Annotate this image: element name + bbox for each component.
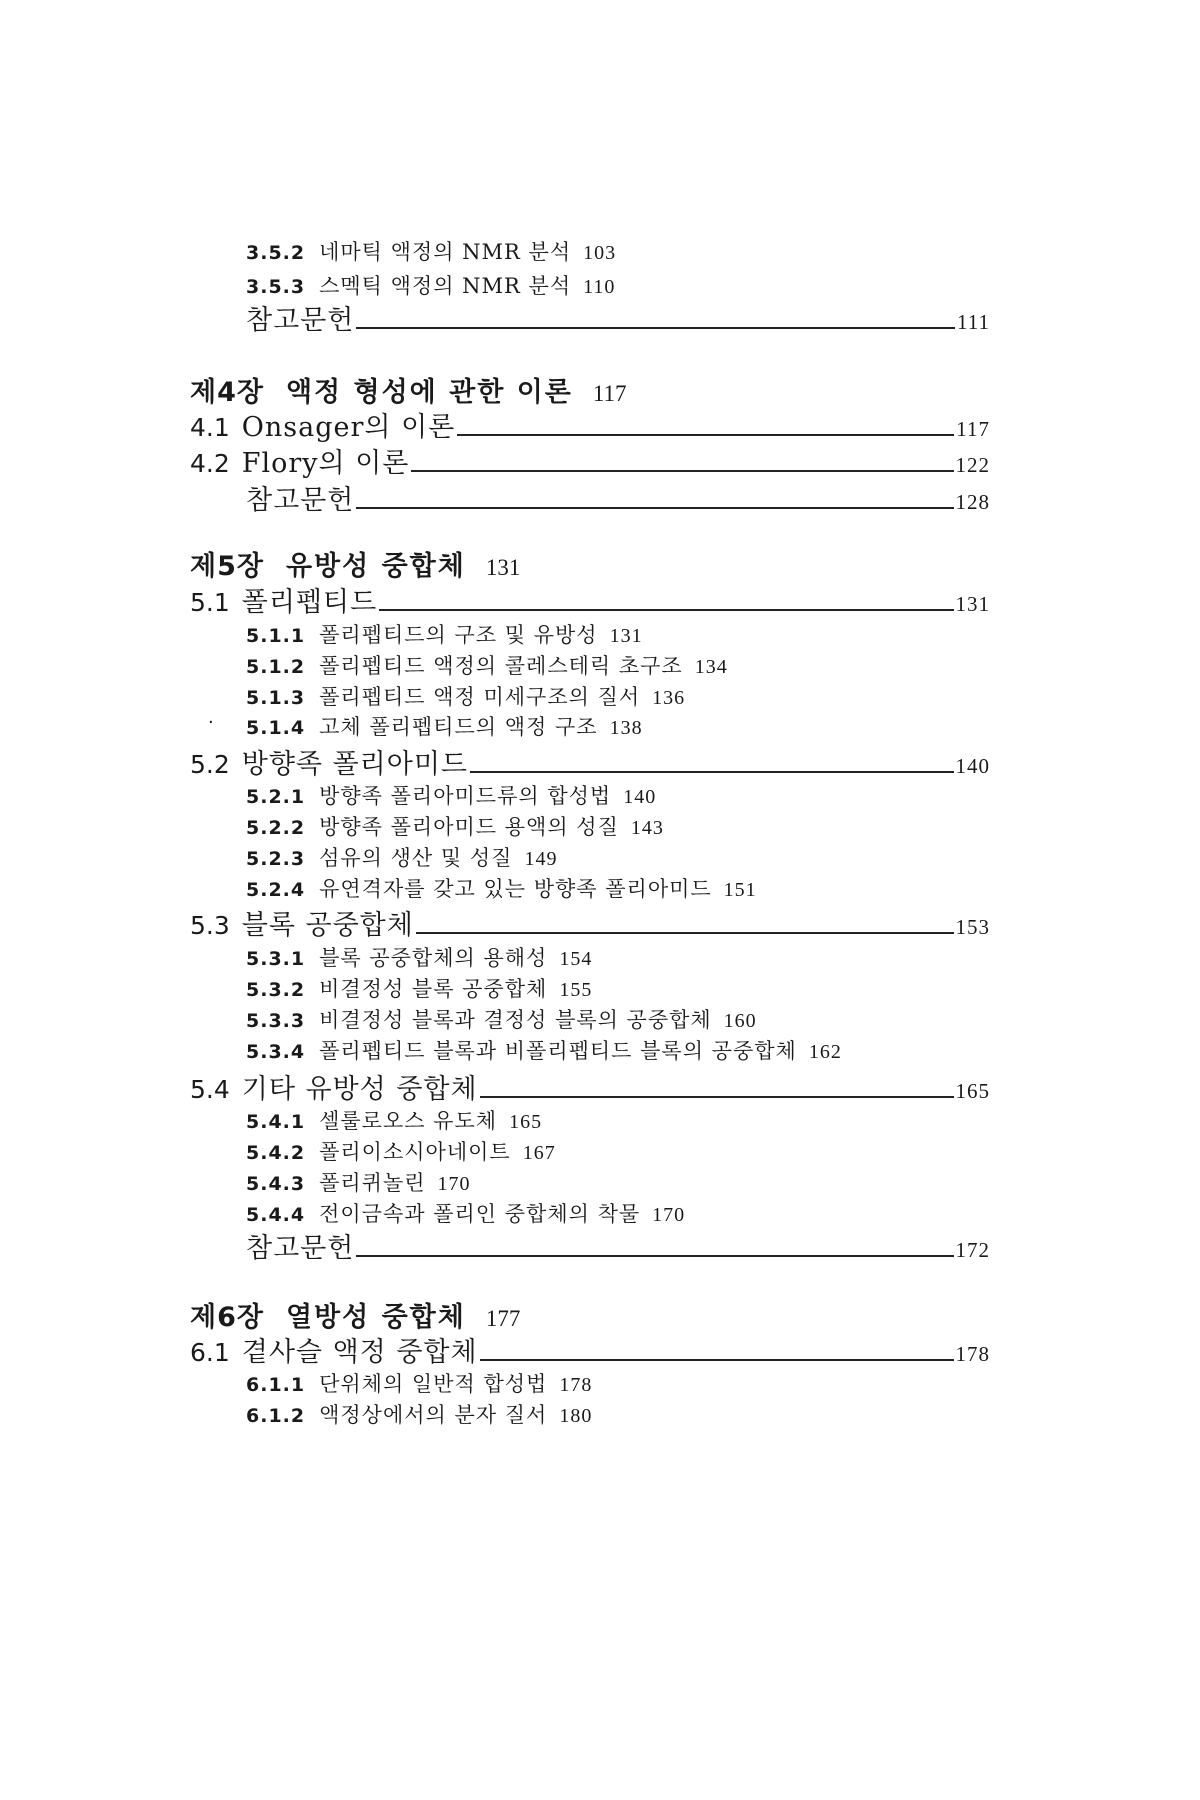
entry-number: 5.2.2	[246, 817, 306, 839]
entry-title: 비결정성 블록 공중합체	[319, 977, 548, 1001]
chapter-title: 열방성 중합체	[285, 1302, 466, 1333]
toc-entry-5-1-2	[246, 650, 728, 680]
entry-number: 5.4.4	[246, 1204, 306, 1226]
entry-title: 방향족 폴리아미드	[241, 749, 469, 780]
entry-page: 155	[559, 979, 593, 1001]
toc-entry-references-ch3	[246, 298, 990, 337]
entry-page: 103	[583, 242, 617, 264]
toc-entry-5-3-3	[246, 1004, 757, 1034]
chapter-label: 제4장	[190, 377, 264, 408]
entry-title: 유연격자를 갖고 있는 방향족 폴리아미드	[319, 877, 712, 901]
entry-page: 162	[808, 1041, 842, 1063]
leader-line	[356, 506, 953, 509]
entry-page: 151	[723, 879, 757, 901]
entry-title: 참고문헌	[246, 485, 355, 516]
entry-page: 149	[524, 848, 558, 870]
entry-number: 5.2.3	[246, 848, 306, 870]
entry-number: 5.4	[190, 1075, 230, 1104]
entry-number: 5.1.4	[246, 717, 306, 739]
chapter-page: 177	[485, 1306, 521, 1331]
entry-title: 폴리펩티드 액정 미세구조의 질서	[319, 685, 641, 709]
entry-title: 참고문헌	[246, 1233, 355, 1264]
stray-dot-mark: ·	[208, 712, 214, 733]
entry-title: 방향족 폴리아미드 용액의 성질	[319, 815, 619, 839]
entry-page: 110	[583, 276, 616, 298]
leader-line	[480, 1358, 954, 1361]
entry-page: 131	[955, 592, 990, 616]
entry-page: 170	[652, 1204, 686, 1226]
entry-title: 곁사슬 액정 중합체	[241, 1337, 478, 1368]
entry-page: 131	[609, 625, 643, 647]
entry-title: 네마틱 액정의 NMR 분석	[319, 240, 572, 264]
entry-number: 5.2	[190, 750, 230, 779]
entry-page: 117	[956, 417, 990, 441]
entry-title: 참고문헌	[246, 305, 355, 336]
entry-page: 140	[623, 786, 657, 808]
toc-entry-5-3-4	[246, 1035, 842, 1065]
entry-number: 5.4.1	[246, 1111, 306, 1133]
toc-entry-5-4	[190, 1067, 990, 1106]
entry-title: 폴리퀴놀린	[319, 1171, 426, 1195]
entry-page: 165	[955, 1079, 990, 1103]
entry-number: 5.3.4	[246, 1041, 306, 1063]
entry-page: 111	[957, 310, 990, 334]
leader-line	[356, 326, 955, 329]
entry-number: 4.1	[190, 413, 230, 442]
entry-page: 172	[955, 1238, 990, 1262]
leader-line	[379, 608, 953, 611]
entry-title: 폴리펩티드 블록과 비폴리펩티드 블록의 공중합체	[319, 1039, 797, 1063]
toc-entry-5-1-3	[246, 681, 685, 711]
toc-entry-references-ch5	[246, 1226, 990, 1265]
entry-title: 섬유의 생산 및 성질	[319, 846, 513, 870]
entry-title: 폴리펩티드	[241, 587, 378, 618]
entry-number: 5.2.1	[246, 786, 306, 808]
chapter-label: 제5장	[190, 551, 264, 582]
leader-line	[470, 770, 953, 773]
entry-number: 5.4.3	[246, 1173, 306, 1195]
entry-number: 6.1.1	[246, 1374, 306, 1396]
entry-number: 4.2	[190, 449, 230, 478]
entry-number: 5.3.2	[246, 979, 306, 1001]
entry-title: 폴리펩티드의 구조 및 유방성	[319, 623, 598, 647]
entry-title: 전이금속과 폴리인 중합체의 착물	[319, 1202, 641, 1226]
entry-page: 122	[955, 453, 990, 477]
entry-title: 폴리펩티드 액정의 콜레스테릭 초구조	[319, 654, 683, 678]
entry-page: 178	[955, 1342, 990, 1366]
entry-title: 셀룰로오스 유도체	[319, 1109, 498, 1133]
leader-line	[356, 1254, 953, 1257]
entry-page: 165	[509, 1111, 543, 1133]
entry-number: 5.3.3	[246, 1010, 306, 1032]
entry-number: 5.3.1	[246, 948, 306, 970]
chapter-6-heading	[190, 1295, 520, 1334]
leader-line	[416, 931, 954, 934]
entry-page: 170	[437, 1173, 471, 1195]
entry-title: 블록 공중합체	[241, 910, 414, 941]
toc-entry-5-4-3	[246, 1167, 471, 1197]
toc-entry-4-1	[190, 405, 990, 444]
entry-page: 180	[559, 1405, 593, 1427]
toc-entry-5-2-2	[246, 811, 664, 841]
entry-number: 5.1	[190, 588, 230, 617]
toc-entry-5-2	[190, 742, 990, 781]
chapter-label: 제6장	[190, 1302, 264, 1333]
toc-entry-5-1-4	[246, 711, 643, 741]
entry-title: Onsager의 이론	[241, 412, 456, 443]
chapter-title: 액정 형성에 관한 이론	[285, 377, 573, 408]
toc-entry-references-ch4	[246, 478, 990, 517]
entry-page: 138	[609, 717, 643, 739]
toc-entry-5-2-3	[246, 842, 557, 872]
entry-number: 5.1.1	[246, 625, 306, 647]
entry-number: 3.5.2	[246, 242, 306, 264]
entry-number: 5.3	[190, 911, 230, 940]
toc-entry-5-2-4	[246, 873, 757, 903]
entry-title: 고체 폴리펩티드의 액정 구조	[319, 715, 598, 739]
entry-page: 154	[559, 948, 593, 970]
entry-title: 액정상에서의 분자 질서	[319, 1403, 548, 1427]
entry-page: 153	[955, 915, 990, 939]
leader-line	[480, 1095, 954, 1098]
chapter-page: 131	[485, 555, 521, 580]
toc-entry-6-1-1	[246, 1368, 592, 1398]
toc-entry-5-3-1	[246, 942, 592, 972]
chapter-title: 유방성 중합체	[285, 551, 466, 582]
entry-number: 5.4.2	[246, 1142, 306, 1164]
leader-line	[411, 469, 953, 472]
entry-title: 기타 유방성 중합체	[241, 1074, 478, 1105]
entry-number: 6.1.2	[246, 1405, 306, 1427]
toc-entry-5-1	[190, 580, 990, 619]
chapter-page: 117	[592, 381, 627, 406]
toc-entry-5-4-4	[246, 1198, 685, 1228]
toc-entry-5-3-2	[246, 973, 592, 1003]
toc-entry-5-2-1	[246, 780, 656, 810]
entry-number: 6.1	[190, 1338, 230, 1367]
entry-number: 5.1.3	[246, 687, 306, 709]
leader-line	[457, 433, 954, 436]
toc-entry-6-1	[190, 1330, 990, 1369]
toc-entry-6-1-2	[246, 1399, 592, 1429]
toc-entry-4-2	[190, 441, 990, 480]
entry-page: 178	[559, 1374, 593, 1396]
entry-number: 5.2.4	[246, 879, 306, 901]
entry-number: 5.1.2	[246, 656, 306, 678]
entry-page: 160	[723, 1010, 757, 1032]
toc-entry-5-1-1	[246, 619, 643, 649]
chapter-4-heading	[190, 370, 627, 409]
entry-title: Flory의 이론	[241, 448, 410, 479]
entry-title: 비결정성 블록과 결정성 블록의 공중합체	[319, 1008, 712, 1032]
entry-number: 3.5.3	[246, 276, 306, 298]
entry-page: 136	[652, 687, 686, 709]
entry-page: 128	[955, 490, 990, 514]
entry-page: 143	[630, 817, 664, 839]
toc-entry-3-5-3	[246, 270, 615, 300]
toc-entry-3-5-2	[246, 236, 616, 266]
entry-title: 스멕틱 액정의 NMR 분석	[319, 274, 572, 298]
toc-entry-5-4-2	[246, 1136, 556, 1166]
entry-title: 블록 공중합체의 용해성	[319, 946, 548, 970]
entry-page: 140	[955, 754, 990, 778]
toc-entry-5-4-1	[246, 1105, 542, 1135]
entry-page: 134	[694, 656, 728, 678]
entry-title: 방향족 폴리아미드류의 합성법	[319, 784, 612, 808]
entry-page: 167	[522, 1142, 556, 1164]
toc-entry-5-3	[190, 903, 990, 942]
chapter-5-heading	[190, 544, 520, 583]
entry-title: 단위체의 일반적 합성법	[319, 1372, 548, 1396]
entry-title: 폴리이소시아네이트	[319, 1140, 511, 1164]
